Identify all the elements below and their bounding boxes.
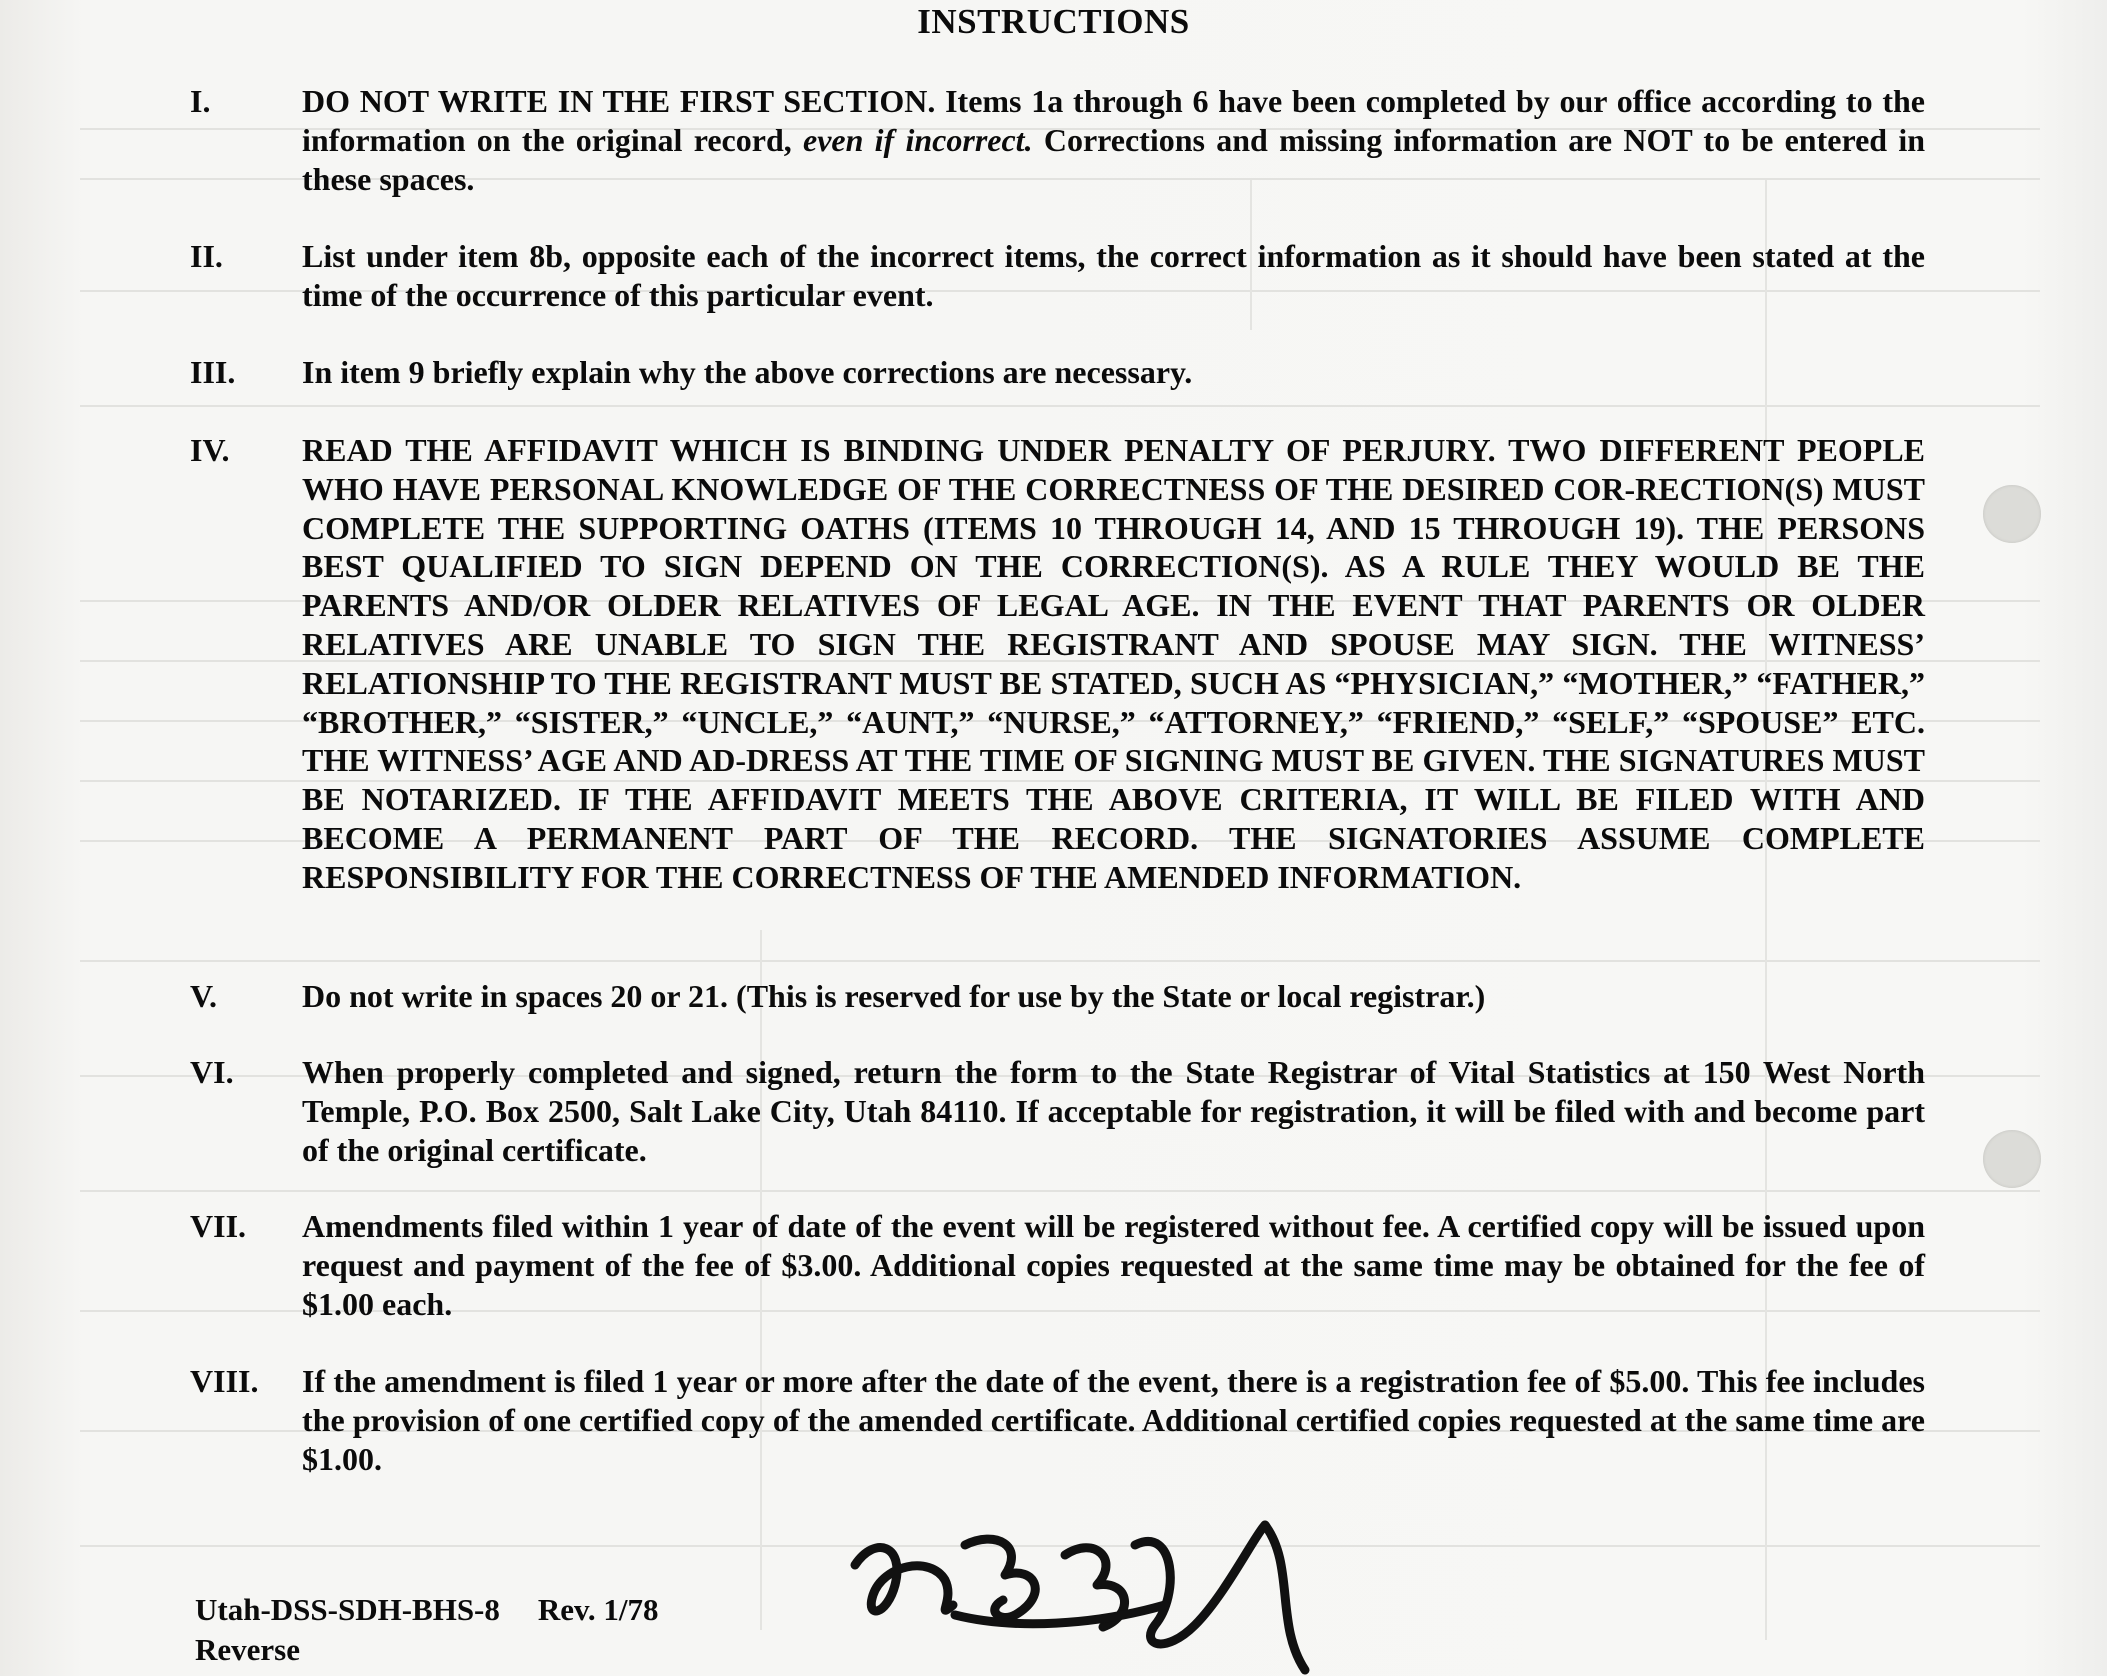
item-number: III. (190, 354, 236, 390)
punch-hole (1983, 485, 2041, 543)
item-number: IV. (190, 432, 230, 468)
form-identifier (195, 1592, 658, 1628)
item-text: READ THE AFFIDAVIT WHICH IS BINDING UNDER PENALTY OF PERJURY. TWO DIFFERENT PEOPLE WHO HAVE PERSONAL KNOWLEDGE OF THE CORRECTNESS OF THE DESIRED COR-RECTION(S) MUST COMPLETE THE SUPPORTING OATHS (ITEMS 10 THROUGH 14, AND 15 THROUGH 19). THE PERSONS BEST QUALIFIED TO SIGN DEPEND ON THE CORRECTION(S). AS A RULE THEY WOULD BE THE PARENTS AND/OR OLDER RELATIVES OF LEGAL AGE. IN THE EVENT THAT PARENTS OR OLDER RELATIVES ARE UNABLE TO SIGN THE REGISTRANT AND SPOUSE MAY SIGN. THE WITNESS’ RELATIONSHIP TO THE REGISTRANT MUST BE STATED, SUCH AS “PHYSICIAN,” “MOTHER,” “FATHER,” “BROTHER,” “SISTER,” “UNCLE,” “AUNT,” “NURSE,” “ATTORNEY,” “FRIEND,” “SELF,” “SPOUSE” ETC. THE WITNESS’ AGE AND AD-DRESS AT THE TIME OF SIGNING MUST BE GIVEN. THE SIGNATURES MUST BE NOTARIZED. IF THE AFFIDAVIT MEETS THE ABOVE CRITERIA, IT WILL BE FILED WITH AND BECOME A PERMANENT PART OF THE RECORD. THE SIGNATORIES ASSUME COMPLETE RESPONSIBILITY FOR THE CORRECTNESS OF THE AMENDED INFORMATION. (302, 432, 1925, 895)
form-id: Utah-DSS-SDH-BHS-8 (195, 1592, 500, 1627)
item-text: Amendments filed within 1 year of date of the event will be registered without fee. A certified copy will be issued upon request and payment of the fee of $3.00. Additional copies requested at the same time may be obtained for the fee of $1.00 each. (302, 1208, 1925, 1322)
item-text (302, 82, 1925, 198)
form-side-label: Reverse (195, 1632, 300, 1667)
item-lead: DO NOT WRITE IN THE FIRST SECTION. (302, 83, 936, 119)
item-text-part: Corrections and missing information are NOT to be entered in these spaces. (302, 121, 1926, 197)
item-text-part: Items 1a through 6 have been completed by our office according to the information on the original record, (302, 83, 1925, 158)
punch-hole (1983, 1130, 2041, 1188)
bleed-line (80, 405, 2040, 407)
item-text: When properly completed and signed, return the form to the State Registrar of Vital Statistics at 150 West North Temple, P.O. Box 2500, Salt Lake City, Utah 84110. If acceptable for registration, it will be filed with and become part of the original certificate. (302, 1054, 1925, 1168)
handwritten-signature (835, 1505, 1315, 1675)
bleed-line (80, 960, 2040, 962)
item-text: In item 9 briefly explain why the above corrections are necessary. (302, 354, 1193, 390)
item-text: List under item 8b, opposite each of the incorrect items, the correct information as it should have been stated at the time of the occurrence of this particular event. (302, 238, 1925, 313)
item-number: II. (190, 238, 223, 274)
item-number: V. (190, 978, 217, 1014)
item-text: If the amendment is filed 1 year or more after the date of the event, there is a registration fee of $5.00. This fee includes the provision of one certified copy of the amended certificate. Additional certified copies requested at the same time are $1.00. (302, 1363, 1925, 1477)
item-number: I. (190, 83, 211, 119)
item-emphasis: even if incorrect. (803, 121, 1033, 158)
item-text: Do not write in spaces 20 or 21. (This is reserved for use by the State or local registrar.) (302, 978, 1486, 1014)
form-revision: Rev. 1/78 (537, 1592, 659, 1627)
item-number: VII. (190, 1208, 247, 1244)
item-number: VIII. (190, 1363, 259, 1399)
item-number: VI. (190, 1054, 234, 1090)
page-title: INSTRUCTIONS (917, 2, 1190, 41)
bleed-line (80, 1190, 2040, 1192)
